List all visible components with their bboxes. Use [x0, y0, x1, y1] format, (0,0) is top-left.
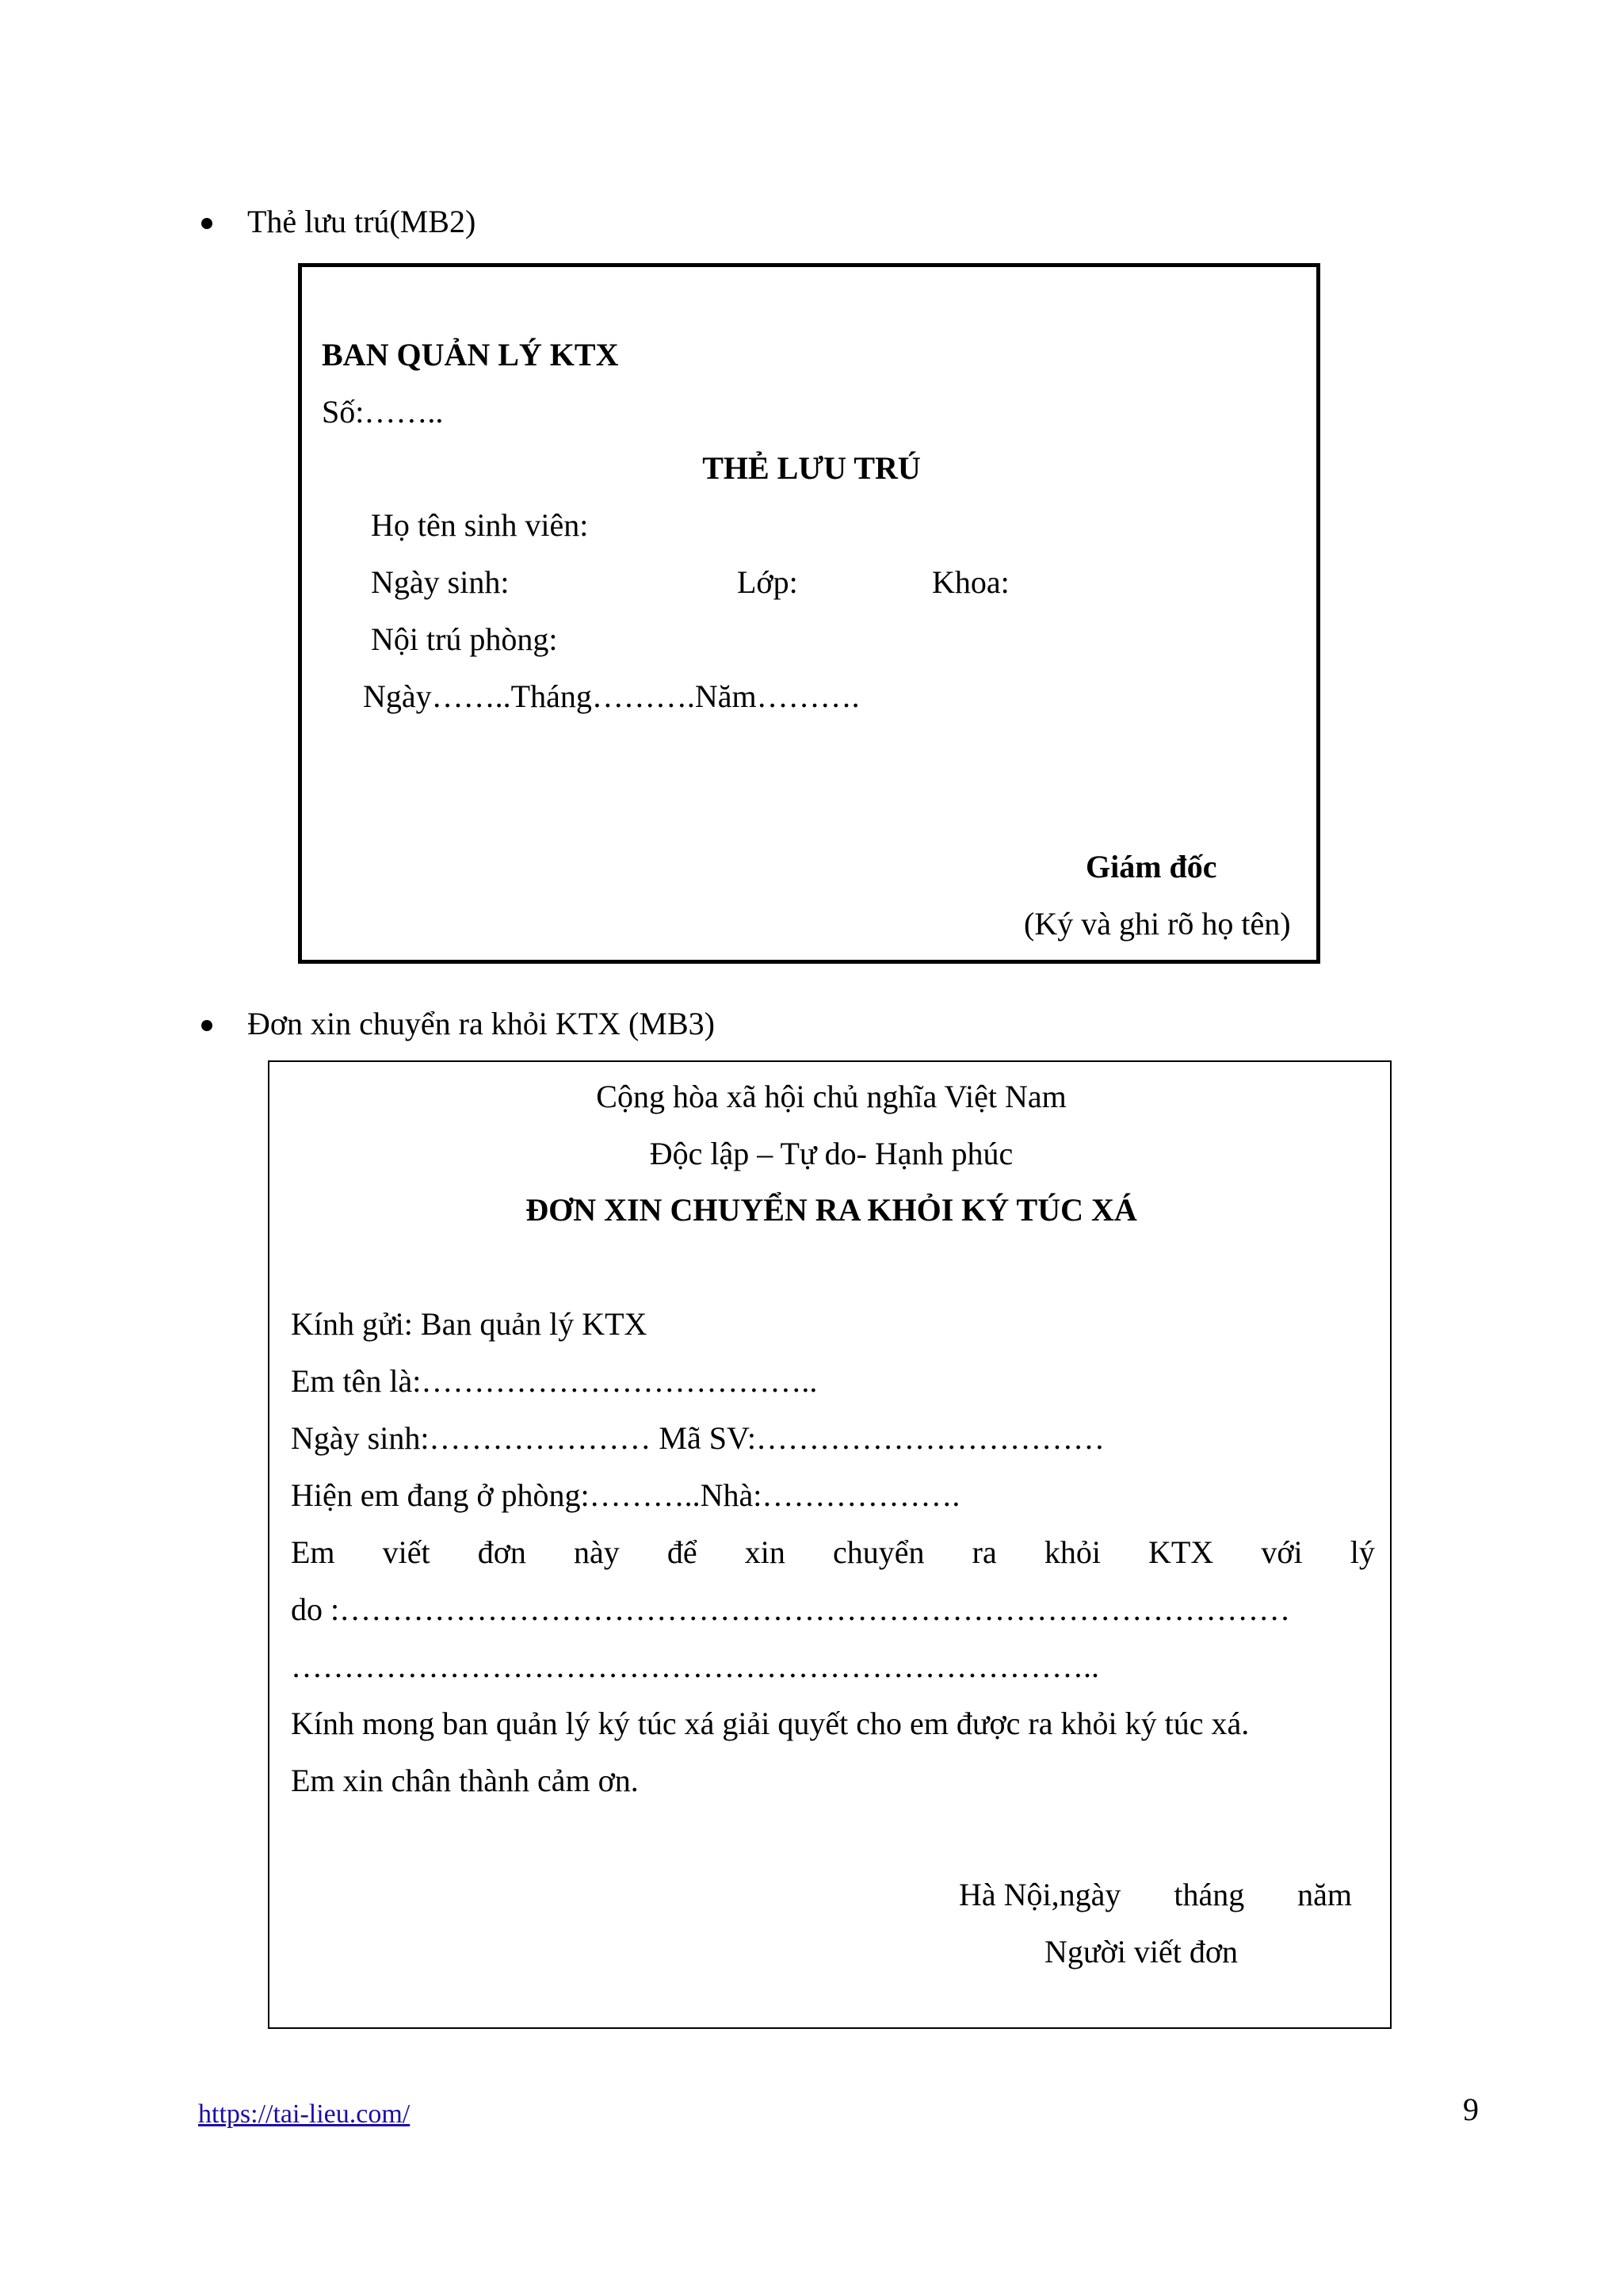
- card-org: BAN QUẢN LÝ KTX: [322, 337, 619, 372]
- reason-word: để: [666, 1534, 697, 1570]
- form-title: ĐƠN XIN CHUYỂN RA KHỎI KÝ TÚC XÁ: [525, 1192, 1137, 1228]
- reason-word: viết: [382, 1534, 430, 1570]
- card-faculty-label: Khoa:: [932, 564, 1010, 600]
- reason-word: ra: [972, 1534, 997, 1570]
- page-number: 9: [1463, 2092, 1479, 2127]
- form-request-line: Kính mong ban quản lý ký túc xá giải quyết cho em được ra khỏi ký túc xá.: [291, 1706, 1250, 1741]
- form-name-line: Em tên là:………………………………..: [291, 1363, 818, 1399]
- reason-word: KTX: [1148, 1534, 1214, 1570]
- card-number-line: Số:……..: [322, 394, 444, 430]
- footer-link[interactable]: https://tai-lieu.com/: [198, 2099, 411, 2129]
- form-writer-label: Người viết đơn: [1044, 1934, 1238, 1969]
- reason-word: với: [1261, 1534, 1303, 1570]
- form-place-date: [959, 1876, 1352, 1914]
- reason-word: khỏi: [1044, 1534, 1101, 1570]
- form-dotted-line: …………………………………………………………………..: [291, 1648, 1099, 1684]
- form-thanks-line: Em xin chân thành cảm ơn.: [291, 1763, 639, 1798]
- place-date-word: Hà Nội,ngày: [959, 1877, 1121, 1912]
- card-dob-label: Ngày sinh:: [371, 564, 510, 600]
- bullet-mb2: [201, 218, 212, 229]
- reason-word: xin: [744, 1534, 785, 1570]
- mb3-heading: Đơn xin chuyển ra khỏi KTX (MB3): [247, 1006, 715, 1041]
- form-room-line: Hiện em đang ở phòng:………..Nhà:……………….: [291, 1477, 960, 1513]
- reason-word: đơn: [477, 1534, 526, 1570]
- card-signer-note: (Ký và ghi rõ họ tên): [1024, 906, 1291, 942]
- card-title: THẺ LƯU TRÚ: [702, 450, 921, 486]
- place-date-word: tháng: [1174, 1877, 1245, 1912]
- card-date-line: Ngày……..Tháng……….Năm……….: [363, 678, 860, 714]
- reason-word: chuyển: [833, 1534, 925, 1570]
- form-national-line: Cộng hòa xã hội chủ nghĩa Việt Nam: [596, 1079, 1067, 1114]
- reason-word: lý: [1350, 1534, 1375, 1570]
- form-recipient: Kính gửi: Ban quản lý KTX: [291, 1306, 647, 1342]
- card-name-label: Họ tên sinh viên:: [371, 507, 589, 543]
- mb2-heading: Thẻ lưu trú(MB2): [247, 204, 476, 239]
- form-motto-line: Độc lập – Tự do- Hạnh phúc: [649, 1136, 1014, 1171]
- reason-word: này: [574, 1534, 620, 1570]
- form-reason-cont: do :………………………………………………………………………………: [291, 1591, 1291, 1627]
- form-dob-id-line: Ngày sinh:………………… Mã SV:……………………………: [291, 1420, 1106, 1456]
- place-date-word: năm: [1297, 1877, 1352, 1912]
- card-class-label: Lớp:: [737, 564, 798, 600]
- reason-word: Em: [291, 1534, 335, 1570]
- card-room-label: Nội trú phòng:: [371, 621, 558, 657]
- bullet-mb3: [201, 1020, 212, 1031]
- card-signer-title: Giám đốc: [1086, 849, 1217, 884]
- form-reason-line: [291, 1534, 1375, 1572]
